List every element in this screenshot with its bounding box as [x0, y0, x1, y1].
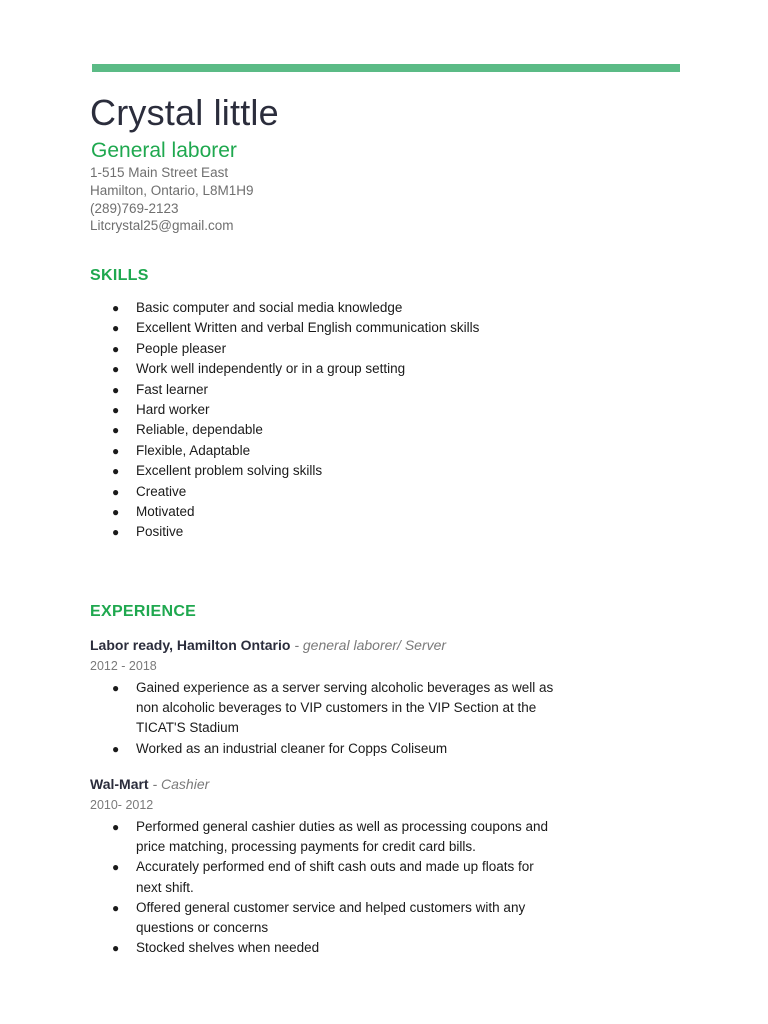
email-address: Litcrystal25@gmail.com: [90, 218, 234, 234]
skill-text: Excellent Written and verbal English communication skills: [136, 320, 480, 336]
list-item: [112, 739, 553, 759]
duty-line: non alcoholic beverages to VIP customers in the VIP Section at the: [136, 700, 537, 716]
duty-line: TICAT'S Stadium: [136, 720, 239, 736]
bullet-icon: ●: [112, 900, 120, 915]
list-item: [112, 461, 479, 481]
bullet-icon: ●: [112, 464, 120, 479]
bullet-icon: ●: [112, 403, 120, 418]
bullet-icon: ●: [112, 443, 120, 458]
list-item-continuation: [112, 718, 553, 738]
bullet-icon: ●: [112, 681, 120, 695]
list-item: [112, 817, 548, 837]
bullet-icon: ●: [112, 741, 120, 756]
job-title: General laborer: [91, 139, 237, 162]
skill-text: Motivated: [136, 504, 195, 520]
address-line-1: 1-515 Main Street East: [90, 165, 229, 180]
duty-line: Stocked shelves when needed: [136, 940, 320, 956]
list-item-continuation: [112, 918, 548, 938]
duty-line: Accurately performed end of shift cash outs and made up floats for: [136, 859, 534, 875]
experience-heading: EXPERIENCE: [90, 603, 197, 620]
list-item: [112, 857, 548, 877]
contact-block: [90, 164, 254, 235]
skill-text: Creative: [136, 483, 187, 499]
bullet-icon: ●: [112, 382, 120, 397]
list-item: [112, 400, 479, 420]
list-item-continuation: [112, 837, 548, 857]
list-item: [112, 298, 479, 318]
bullet-icon: ●: [112, 525, 120, 540]
list-item: [112, 420, 479, 440]
skill-text: Hard worker: [136, 402, 210, 418]
candidate-name: Crystal little: [90, 92, 279, 133]
bullet-icon: ●: [112, 860, 120, 875]
list-item: [112, 898, 548, 918]
skills-list: [112, 298, 479, 543]
list-item-continuation: [112, 698, 553, 718]
job-dates: 2010- 2012: [90, 798, 154, 812]
job-header-labor-ready: [90, 637, 446, 653]
bullet-icon: ●: [112, 423, 120, 438]
job-role: - Cashier: [148, 776, 210, 792]
duty-line: questions or concerns: [136, 920, 269, 936]
duty-line: Offered general customer service and helped customers with any: [136, 899, 526, 915]
bullet-icon: ●: [112, 341, 120, 356]
list-item: [112, 359, 479, 379]
list-item: [112, 938, 548, 958]
bullet-icon: ●: [112, 362, 120, 377]
address-line-2: Hamilton, Ontario, L8M1H9: [90, 182, 254, 198]
accent-bar: [92, 64, 680, 72]
skill-text: Flexible, Adaptable: [136, 442, 251, 458]
job-header-wal-mart: [90, 776, 209, 792]
bullet-icon: ●: [112, 505, 120, 520]
duty-line: price matching, processing payments for credit card bills.: [136, 839, 476, 855]
duty-line: Performed general cashier duties as well as processing coupons and: [136, 819, 548, 834]
skill-text: People pleaser: [136, 340, 227, 356]
list-item: [112, 380, 479, 400]
job-duties-list: [112, 817, 548, 958]
skill-text: Basic computer and social media knowledge: [136, 300, 403, 315]
bullet-icon: ●: [112, 820, 120, 834]
phone-number: (289)769-2123: [90, 200, 179, 216]
bullet-icon: ●: [112, 484, 120, 499]
bullet-icon: ●: [112, 321, 120, 336]
company-name: Labor ready, Hamilton Ontario: [90, 637, 291, 653]
skill-text: Reliable, dependable: [136, 422, 263, 438]
list-item: [112, 318, 479, 338]
skills-heading: SKILLS: [90, 267, 149, 284]
list-item: [112, 339, 479, 359]
skill-text: Work well independently or in a group setting: [136, 361, 406, 377]
duty-line: next shift.: [136, 879, 194, 895]
company-name: Wal-Mart: [90, 776, 149, 792]
job-duties-list: [112, 678, 553, 759]
list-item: [112, 441, 479, 461]
duty-line: Gained experience as a server serving alcoholic beverages as well as: [136, 680, 554, 695]
list-item: [112, 502, 479, 522]
bullet-icon: ●: [112, 301, 120, 315]
bullet-icon: ●: [112, 941, 120, 956]
duty-line: Worked as an industrial cleaner for Copps Coliseum: [136, 740, 448, 756]
skill-text: Positive: [136, 524, 184, 540]
list-item: [112, 522, 479, 542]
skill-text: Fast learner: [136, 381, 209, 397]
list-item: [112, 482, 479, 502]
list-item-continuation: [112, 878, 548, 898]
list-item: [112, 678, 553, 698]
job-dates: 2012 - 2018: [90, 659, 157, 673]
skill-text: Excellent problem solving skills: [136, 463, 323, 479]
job-role: - general laborer/ Server: [290, 637, 447, 653]
